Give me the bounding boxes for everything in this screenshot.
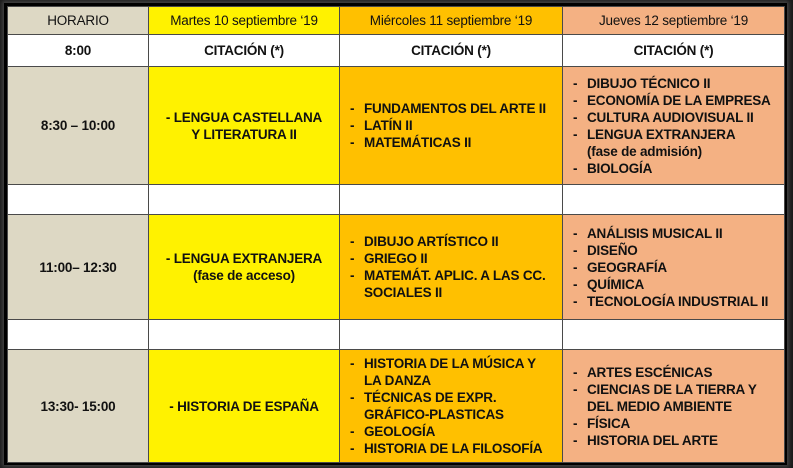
- subject-continuation: SOCIALES II: [364, 285, 443, 300]
- slot2-time: 11:00– 12:30: [8, 215, 149, 320]
- subject-item: - DISEÑO: [571, 242, 780, 259]
- subject-item: - GRIEGO II: [348, 250, 558, 267]
- subject-continuation: GRÁFICO-PLASTICAS: [364, 407, 504, 422]
- slot1-wednesday: [340, 67, 563, 185]
- header-tuesday: Martes 10 septiembre ‘19: [149, 7, 340, 35]
- subject-item: - FÍSICA: [571, 415, 780, 432]
- subject-item: - CIENCIAS DE LA TIERRA Y: [571, 381, 780, 398]
- slot2-tue-line2: (fase de acceso): [193, 268, 295, 283]
- slot2-wednesday: [340, 215, 563, 320]
- spacer-row-1: [8, 185, 785, 215]
- slot1-time: 8:30 – 10:00: [8, 67, 149, 185]
- slot1-tuesday: [149, 67, 340, 185]
- slot2-thursday: [563, 215, 785, 320]
- header-wednesday: Miércoles 11 septiembre ‘19: [340, 7, 563, 35]
- schedule-frame: [4, 3, 787, 465]
- slot2-tue-line1: - LENGUA EXTRANJERA: [155, 250, 333, 267]
- subject-item: - HISTORIA DE LA MÚSICA Y: [348, 355, 558, 372]
- subject-item: - GEOGRAFÍA: [571, 259, 780, 276]
- subject-item: - ECONOMÍA DE LA EMPRESA: [571, 92, 780, 109]
- subject-note: (fase de admisión): [587, 143, 702, 159]
- slot2-tuesday: [149, 215, 340, 320]
- subject-item: - CULTURA AUDIOVISUAL II: [571, 109, 780, 126]
- slot1-tue-line1: - LENGUA CASTELLANA: [155, 109, 333, 126]
- subject-item: - FUNDAMENTOS DEL ARTE II: [348, 100, 558, 117]
- subject-item: - HISTORIA DEL ARTE: [571, 432, 780, 449]
- slot3-time: 13:30- 15:00: [8, 350, 149, 463]
- header-horario: HORARIO: [8, 7, 149, 35]
- header-row: [8, 7, 785, 35]
- subject-continuation: DEL MEDIO AMBIENTE: [587, 398, 732, 414]
- subject-item: - BIOLOGÍA: [571, 160, 780, 177]
- subject-item: - ARTES ESCÉNICAS: [571, 364, 780, 381]
- subject-item: - DIBUJO ARTÍSTICO II: [348, 233, 558, 250]
- subject-item: - LENGUA EXTRANJERA: [571, 126, 780, 143]
- citacion-tuesday: CITACIÓN (*): [149, 35, 340, 67]
- citacion-row: [8, 35, 785, 67]
- slot-row-2: [8, 215, 785, 320]
- slot3-tue-line1: - HISTORIA DE ESPAÑA: [155, 398, 333, 415]
- citacion-time: 8:00: [8, 35, 149, 67]
- citacion-wednesday: CITACIÓN (*): [340, 35, 563, 67]
- slot1-tue-line2: Y LITERATURA II: [191, 126, 297, 142]
- subject-item: - DIBUJO TÉCNICO II: [571, 75, 780, 92]
- slot3-tuesday: [149, 350, 340, 463]
- subject-item: - HISTORIA DE LA FILOSOFÍA: [348, 440, 558, 457]
- subject-item: - MATEMÁT. APLIC. A LAS CC.: [348, 267, 558, 284]
- subject-item: - MATEMÁTICAS II: [348, 134, 558, 151]
- citacion-thursday: CITACIÓN (*): [563, 35, 785, 67]
- subject-item: - LATÍN II: [348, 117, 558, 134]
- slot3-thursday: [563, 350, 785, 463]
- subject-item: - TECNOLOGÍA INDUSTRIAL II: [571, 293, 780, 310]
- subject-continuation: LA DANZA: [364, 373, 431, 388]
- subject-item: - GEOLOGÍA: [348, 423, 558, 440]
- subject-item: - QUÍMICA: [571, 276, 780, 293]
- slot3-wednesday: [340, 350, 563, 463]
- slot-row-1: [8, 67, 785, 185]
- subject-item: - TÉCNICAS DE EXPR.: [348, 389, 558, 406]
- spacer-row-2: [8, 320, 785, 350]
- slot1-thursday: [563, 67, 785, 185]
- slot-row-3: [8, 350, 785, 463]
- exam-schedule-table: [7, 6, 785, 463]
- header-thursday: Jueves 12 septiembre ‘19: [563, 7, 785, 35]
- subject-item: - ANÁLISIS MUSICAL II: [571, 225, 780, 242]
